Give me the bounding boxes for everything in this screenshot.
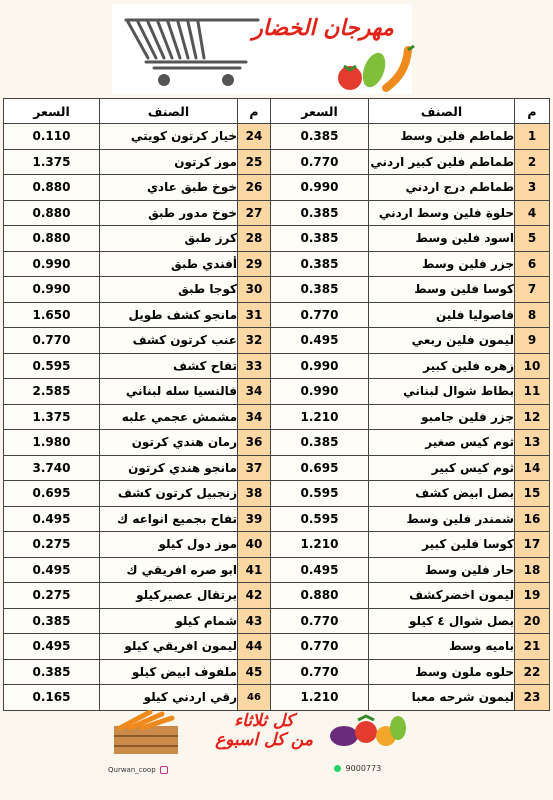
item-cell: حلوة فلين وسط اردني [369, 200, 515, 226]
item-cell: ثوم كيس صغير [369, 430, 515, 456]
price-cell: 1.210 [271, 685, 369, 711]
item-cell: مشمش عجمي علبه [100, 404, 238, 430]
price-cell: 0.275 [4, 532, 100, 558]
number-cell: 3 [515, 175, 550, 201]
table-row [4, 379, 550, 405]
item-cell: زهره فلين كبير [369, 353, 515, 379]
number-cell: 45 [238, 659, 271, 685]
number-header-left: م [238, 99, 271, 124]
instagram-icon [160, 766, 168, 774]
number-cell: 34 [238, 379, 271, 405]
number-cell: 13 [515, 430, 550, 456]
price-cell: 0.595 [4, 353, 100, 379]
number-cell: 43 [238, 608, 271, 634]
item-cell: فاصوليا فلين [369, 302, 515, 328]
item-cell: كوسا فلين كبير [369, 532, 515, 558]
price-cell: 0.385 [4, 659, 100, 685]
table-row [4, 175, 550, 201]
number-cell: 22 [515, 659, 550, 685]
price-cell: 0.770 [271, 149, 369, 175]
shopping-cart-icon [118, 8, 268, 90]
price-cell: 1.375 [4, 404, 100, 430]
price-cell: 0.770 [271, 659, 369, 685]
price-cell: 0.385 [271, 277, 369, 303]
number-cell: 36 [238, 430, 271, 456]
table-row [4, 226, 550, 252]
number-cell: 8 [515, 302, 550, 328]
item-cell: جزر فلين جامبو [369, 404, 515, 430]
item-cell: كوجا طبق [100, 277, 238, 303]
table-row [4, 455, 550, 481]
table-row [4, 532, 550, 558]
price-cell: 0.990 [271, 353, 369, 379]
number-cell: 41 [238, 557, 271, 583]
table-row [4, 430, 550, 456]
price-cell: 0.880 [4, 226, 100, 252]
number-cell: 10 [515, 353, 550, 379]
price-cell: 0.880 [4, 200, 100, 226]
vegetables-icon [336, 44, 416, 94]
number-cell: 38 [238, 481, 271, 507]
instagram-handle: Qurwan_coop [108, 766, 168, 774]
price-cell: 0.495 [4, 634, 100, 660]
table-row [4, 149, 550, 175]
number-cell: 37 [238, 455, 271, 481]
table-row [4, 200, 550, 226]
number-cell: 16 [515, 506, 550, 532]
slogan-line-2: من كل اسبوع [215, 730, 313, 750]
price-cell: 0.385 [271, 124, 369, 150]
item-header-left: الصنف [100, 99, 238, 124]
item-cell: بطاط شوال لبناني [369, 379, 515, 405]
table-row [4, 328, 550, 354]
vegetable-crate-icon [110, 710, 182, 758]
item-cell: خوخ مدور طبق [100, 200, 238, 226]
price-cell: 0.385 [271, 430, 369, 456]
number-cell: 33 [238, 353, 271, 379]
price-cell: 0.990 [271, 175, 369, 201]
price-cell: 1.650 [4, 302, 100, 328]
item-cell: ملفوف ابيض كيلو [100, 659, 238, 685]
price-cell: 0.595 [271, 506, 369, 532]
brand-title: مهرجان الخضار [252, 15, 394, 41]
price-cell: 0.770 [271, 634, 369, 660]
price-cell: 0.770 [271, 302, 369, 328]
item-cell: شمندر فلين وسط [369, 506, 515, 532]
price-cell: 3.740 [4, 455, 100, 481]
table-row [4, 404, 550, 430]
item-cell: خوخ طبق عادي [100, 175, 238, 201]
table-row [4, 506, 550, 532]
number-cell: 27 [238, 200, 271, 226]
number-header-right: م [515, 99, 550, 124]
item-cell: باميه وسط [369, 634, 515, 660]
number-cell: 31 [238, 302, 271, 328]
whatsapp-icon [334, 765, 341, 772]
number-cell: 24 [238, 124, 271, 150]
price-cell: 0.165 [4, 685, 100, 711]
table-row [4, 251, 550, 277]
price-cell: 0.770 [271, 608, 369, 634]
number-cell: 34 [238, 404, 271, 430]
item-cell: ليمون اخضركشف [369, 583, 515, 609]
table-row [4, 353, 550, 379]
item-cell: حار فلين وسط [369, 557, 515, 583]
price-cell: 0.495 [271, 328, 369, 354]
item-cell: برتقال عصيركيلو [100, 583, 238, 609]
item-cell: عنب كرتون كشف [100, 328, 238, 354]
price-cell: 0.385 [271, 200, 369, 226]
number-cell: 1 [515, 124, 550, 150]
item-cell: حلوه ملون وسط [369, 659, 515, 685]
price-cell: 0.990 [271, 379, 369, 405]
slogan-line-1: كل ثلاثاء [234, 711, 294, 731]
item-cell: كوسا فلين وسط [369, 277, 515, 303]
number-cell: 26 [238, 175, 271, 201]
price-cell: 0.880 [271, 583, 369, 609]
item-cell: رقي اردني كيلو [100, 685, 238, 711]
table-row [4, 481, 550, 507]
phone-number: 9000773 [334, 764, 381, 773]
footer [0, 700, 553, 800]
price-cell: 0.990 [4, 277, 100, 303]
price-cell: 0.695 [4, 481, 100, 507]
price-cell: 0.495 [4, 506, 100, 532]
table-row [4, 659, 550, 685]
number-cell: 39 [238, 506, 271, 532]
vegetables-basket-icon [328, 706, 410, 756]
price-header-left: السعر [4, 99, 100, 124]
item-cell: زنجبيل كرتون كشف [100, 481, 238, 507]
item-cell: بصل شوال ٤ كيلو [369, 608, 515, 634]
number-cell: 23 [515, 685, 550, 711]
price-cell: 1.210 [271, 404, 369, 430]
number-cell: 20 [515, 608, 550, 634]
number-cell: 12 [515, 404, 550, 430]
price-cell: 0.770 [4, 328, 100, 354]
item-cell: ثوم كيس كبير [369, 455, 515, 481]
item-cell: مانجو كشف طويل [100, 302, 238, 328]
price-cell: 0.110 [4, 124, 100, 150]
number-cell: 32 [238, 328, 271, 354]
number-cell: 21 [515, 634, 550, 660]
item-cell: خيار كرتون كويتي [100, 124, 238, 150]
table-row [4, 557, 550, 583]
table-row [4, 302, 550, 328]
number-cell: 44 [238, 634, 271, 660]
table-row [4, 277, 550, 303]
item-cell: طماطم فلين كبير اردني [369, 149, 515, 175]
item-cell: مانجو هندي كرتون [100, 455, 238, 481]
table-header-row [4, 99, 550, 124]
price-cell: 1.980 [4, 430, 100, 456]
number-cell: 15 [515, 481, 550, 507]
number-cell: 9 [515, 328, 550, 354]
item-cell: شمام كيلو [100, 608, 238, 634]
number-cell: 11 [515, 379, 550, 405]
number-cell: 29 [238, 251, 271, 277]
number-cell: 28 [238, 226, 271, 252]
number-cell: 17 [515, 532, 550, 558]
table-row [4, 583, 550, 609]
price-cell: 0.275 [4, 583, 100, 609]
item-cell: بصل ابيض كشف [369, 481, 515, 507]
item-cell: طماطم فلين وسط [369, 124, 515, 150]
number-cell: 19 [515, 583, 550, 609]
item-cell: موز دول كيلو [100, 532, 238, 558]
number-cell: 7 [515, 277, 550, 303]
price-cell: 0.385 [4, 608, 100, 634]
price-header-right: السعر [271, 99, 369, 124]
item-cell: اسود فلين وسط [369, 226, 515, 252]
item-cell: كرز طبق [100, 226, 238, 252]
price-cell: 1.375 [4, 149, 100, 175]
number-cell: 46 [238, 685, 271, 711]
number-cell: 42 [238, 583, 271, 609]
number-cell: 25 [238, 149, 271, 175]
item-cell: رمان هندي كرتون [100, 430, 238, 456]
item-cell: تفاح كشف [100, 353, 238, 379]
item-cell: فالنسيا سله لبناني [100, 379, 238, 405]
item-header-right: الصنف [369, 99, 515, 124]
item-cell: طماطم درج اردني [369, 175, 515, 201]
price-cell: 0.880 [4, 175, 100, 201]
table-row [4, 124, 550, 150]
price-cell: 0.385 [271, 226, 369, 252]
slogan [196, 712, 332, 750]
item-cell: ليمون شرحه معبا [369, 685, 515, 711]
number-cell: 40 [238, 532, 271, 558]
item-cell: ليمون فلين ربعي [369, 328, 515, 354]
number-cell: 5 [515, 226, 550, 252]
price-cell: 2.585 [4, 379, 100, 405]
price-cell: 0.990 [4, 251, 100, 277]
number-cell: 18 [515, 557, 550, 583]
item-cell: ابو صره افريقي ك [100, 557, 238, 583]
number-cell: 2 [515, 149, 550, 175]
number-cell: 14 [515, 455, 550, 481]
number-cell: 6 [515, 251, 550, 277]
price-cell: 1.210 [271, 532, 369, 558]
header [0, 0, 553, 98]
table-row [4, 608, 550, 634]
price-cell: 0.385 [271, 251, 369, 277]
table-row [4, 634, 550, 660]
price-cell: 0.495 [4, 557, 100, 583]
price-table [3, 98, 550, 711]
price-cell: 0.495 [271, 557, 369, 583]
item-cell: أفندي طبق [100, 251, 238, 277]
item-cell: جزر فلين وسط [369, 251, 515, 277]
price-cell: 0.695 [271, 455, 369, 481]
number-cell: 4 [515, 200, 550, 226]
item-cell: تفاح بجميع انواعه ك [100, 506, 238, 532]
item-cell: ليمون افريقي كيلو [100, 634, 238, 660]
number-cell: 30 [238, 277, 271, 303]
price-cell: 0.595 [271, 481, 369, 507]
item-cell: موز كرتون [100, 149, 238, 175]
